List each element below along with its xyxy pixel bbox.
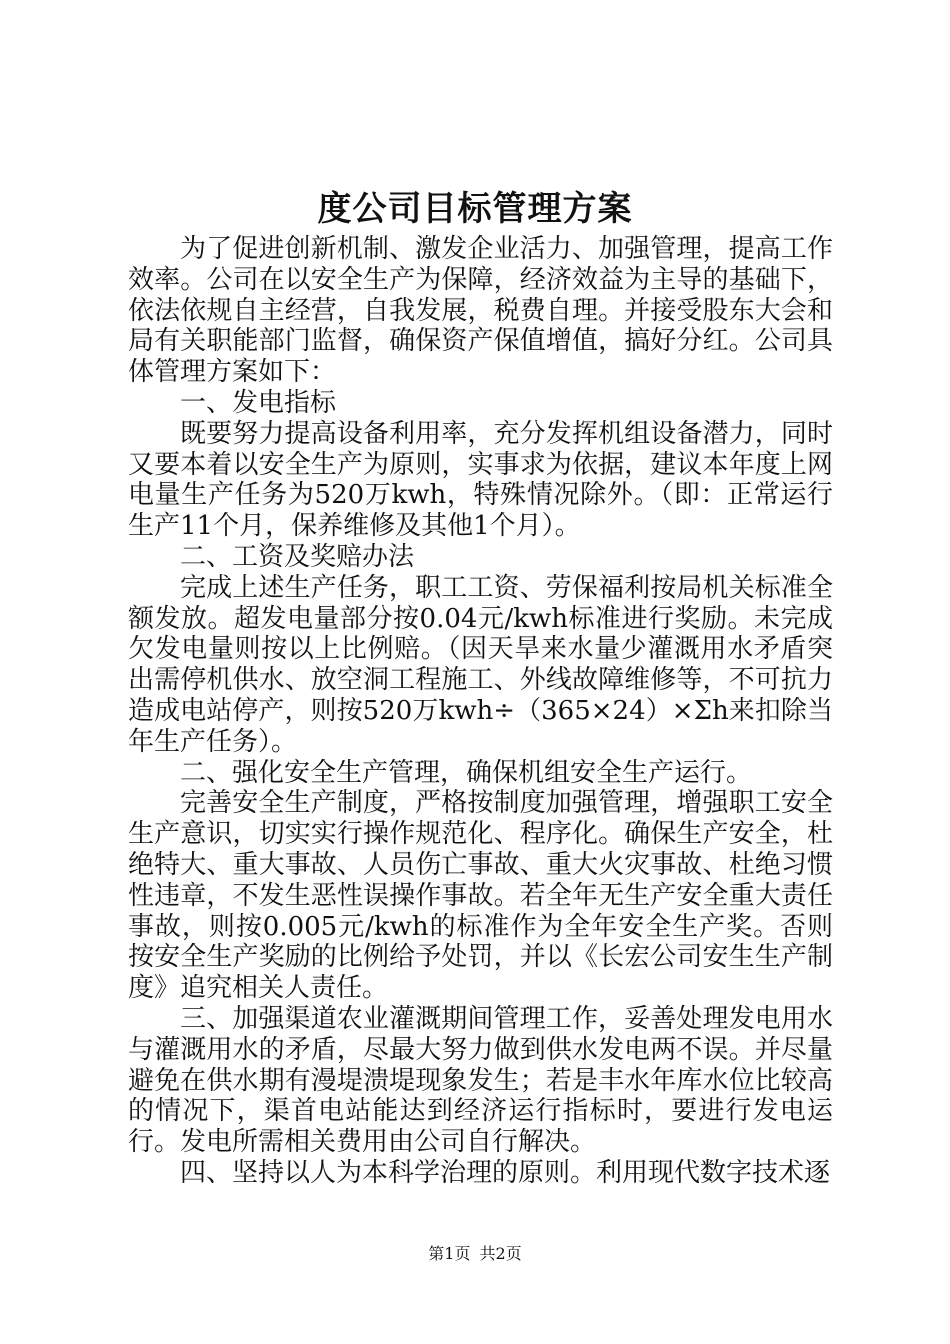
document-body	[128, 234, 833, 1189]
paragraph-intro: 为了促进创新机制、激发企业活力、加强管理，提高工作效率。公司在以安全生产为保障，经济效益为主导的基础下，依法依规自主经营，自我发展，税费自理。并接受股东大会和局有关职能部门监督，确保资产保值增值，搞好分红。公司具体管理方案如下：	[128, 234, 833, 388]
section-heading-wages: 二、工资及奖赔办法	[180, 541, 415, 572]
paragraph-safety: 完善安全生产制度，严格按制度加强管理，增强职工安全生产意识，切实实行操作规范化、程序化。确保生产安全，杜绝特大、重大事故、人员伤亡事故、重大火灾事故、杜绝习惯性违章，不发生恶性误操作事故。若全年无生产安全重大责任事故，则按0.005元/kwh的标准作为全年安全生产奖。否则按安全生产奖励的比例给予处罚，并以《长宏公司安生生产制度》追究相关人责任。	[128, 788, 833, 1004]
paragraph-people-oriented: 四、坚持以人为本科学治理的原则。利用现代数字技术逐	[180, 1157, 831, 1188]
paragraph-irrigation: 三、加强渠道农业灌溉期间管理工作，妥善处理发电用水与灌溉用水的矛盾，尽最大努力做到供水发电两不误。并尽量避免在供水期有漫堤溃堤现象发生；若是丰水年库水位比较高的情况下，渠首电站能达到经济运行指标时，要进行发电运行。发电所需相关费用由公司自行解决。	[128, 1003, 833, 1158]
section-heading-power-target: 一、发电指标	[180, 387, 337, 418]
paragraph-power-target: 既要努力提高设备利用率，充分发挥机组设备潜力，同时又要本着以安全生产为原则，实事求为依据，建议本年度上网电量生产任务为520万kwh，特殊情况除外。（即：正常运行生产11个月，保养维修及其他1个月）。	[128, 418, 833, 542]
page-number: 第1页	[428, 1244, 471, 1263]
document-title: 度公司目标管理方案	[317, 189, 633, 229]
section-heading-safety: 二、强化安全生产管理，确保机组安全生产运行。	[180, 757, 753, 788]
page-total: 共2页	[479, 1244, 522, 1263]
paragraph-wages: 完成上述生产任务，职工工资、劳保福利按局机关标准全额发放。超发电量部分按0.04元/kwh标准进行奖励。未完成欠发电量则按以上比例赔。（因天旱来水量少灌溉用水矛盾突出需停机供水、放空洞工程施工、外线故障维修等，不可抗力造成电站停产，则按520万kwh÷（365×24）×Σh来扣除当年生产任务）。	[128, 572, 833, 757]
page-footer	[0, 1242, 950, 1266]
